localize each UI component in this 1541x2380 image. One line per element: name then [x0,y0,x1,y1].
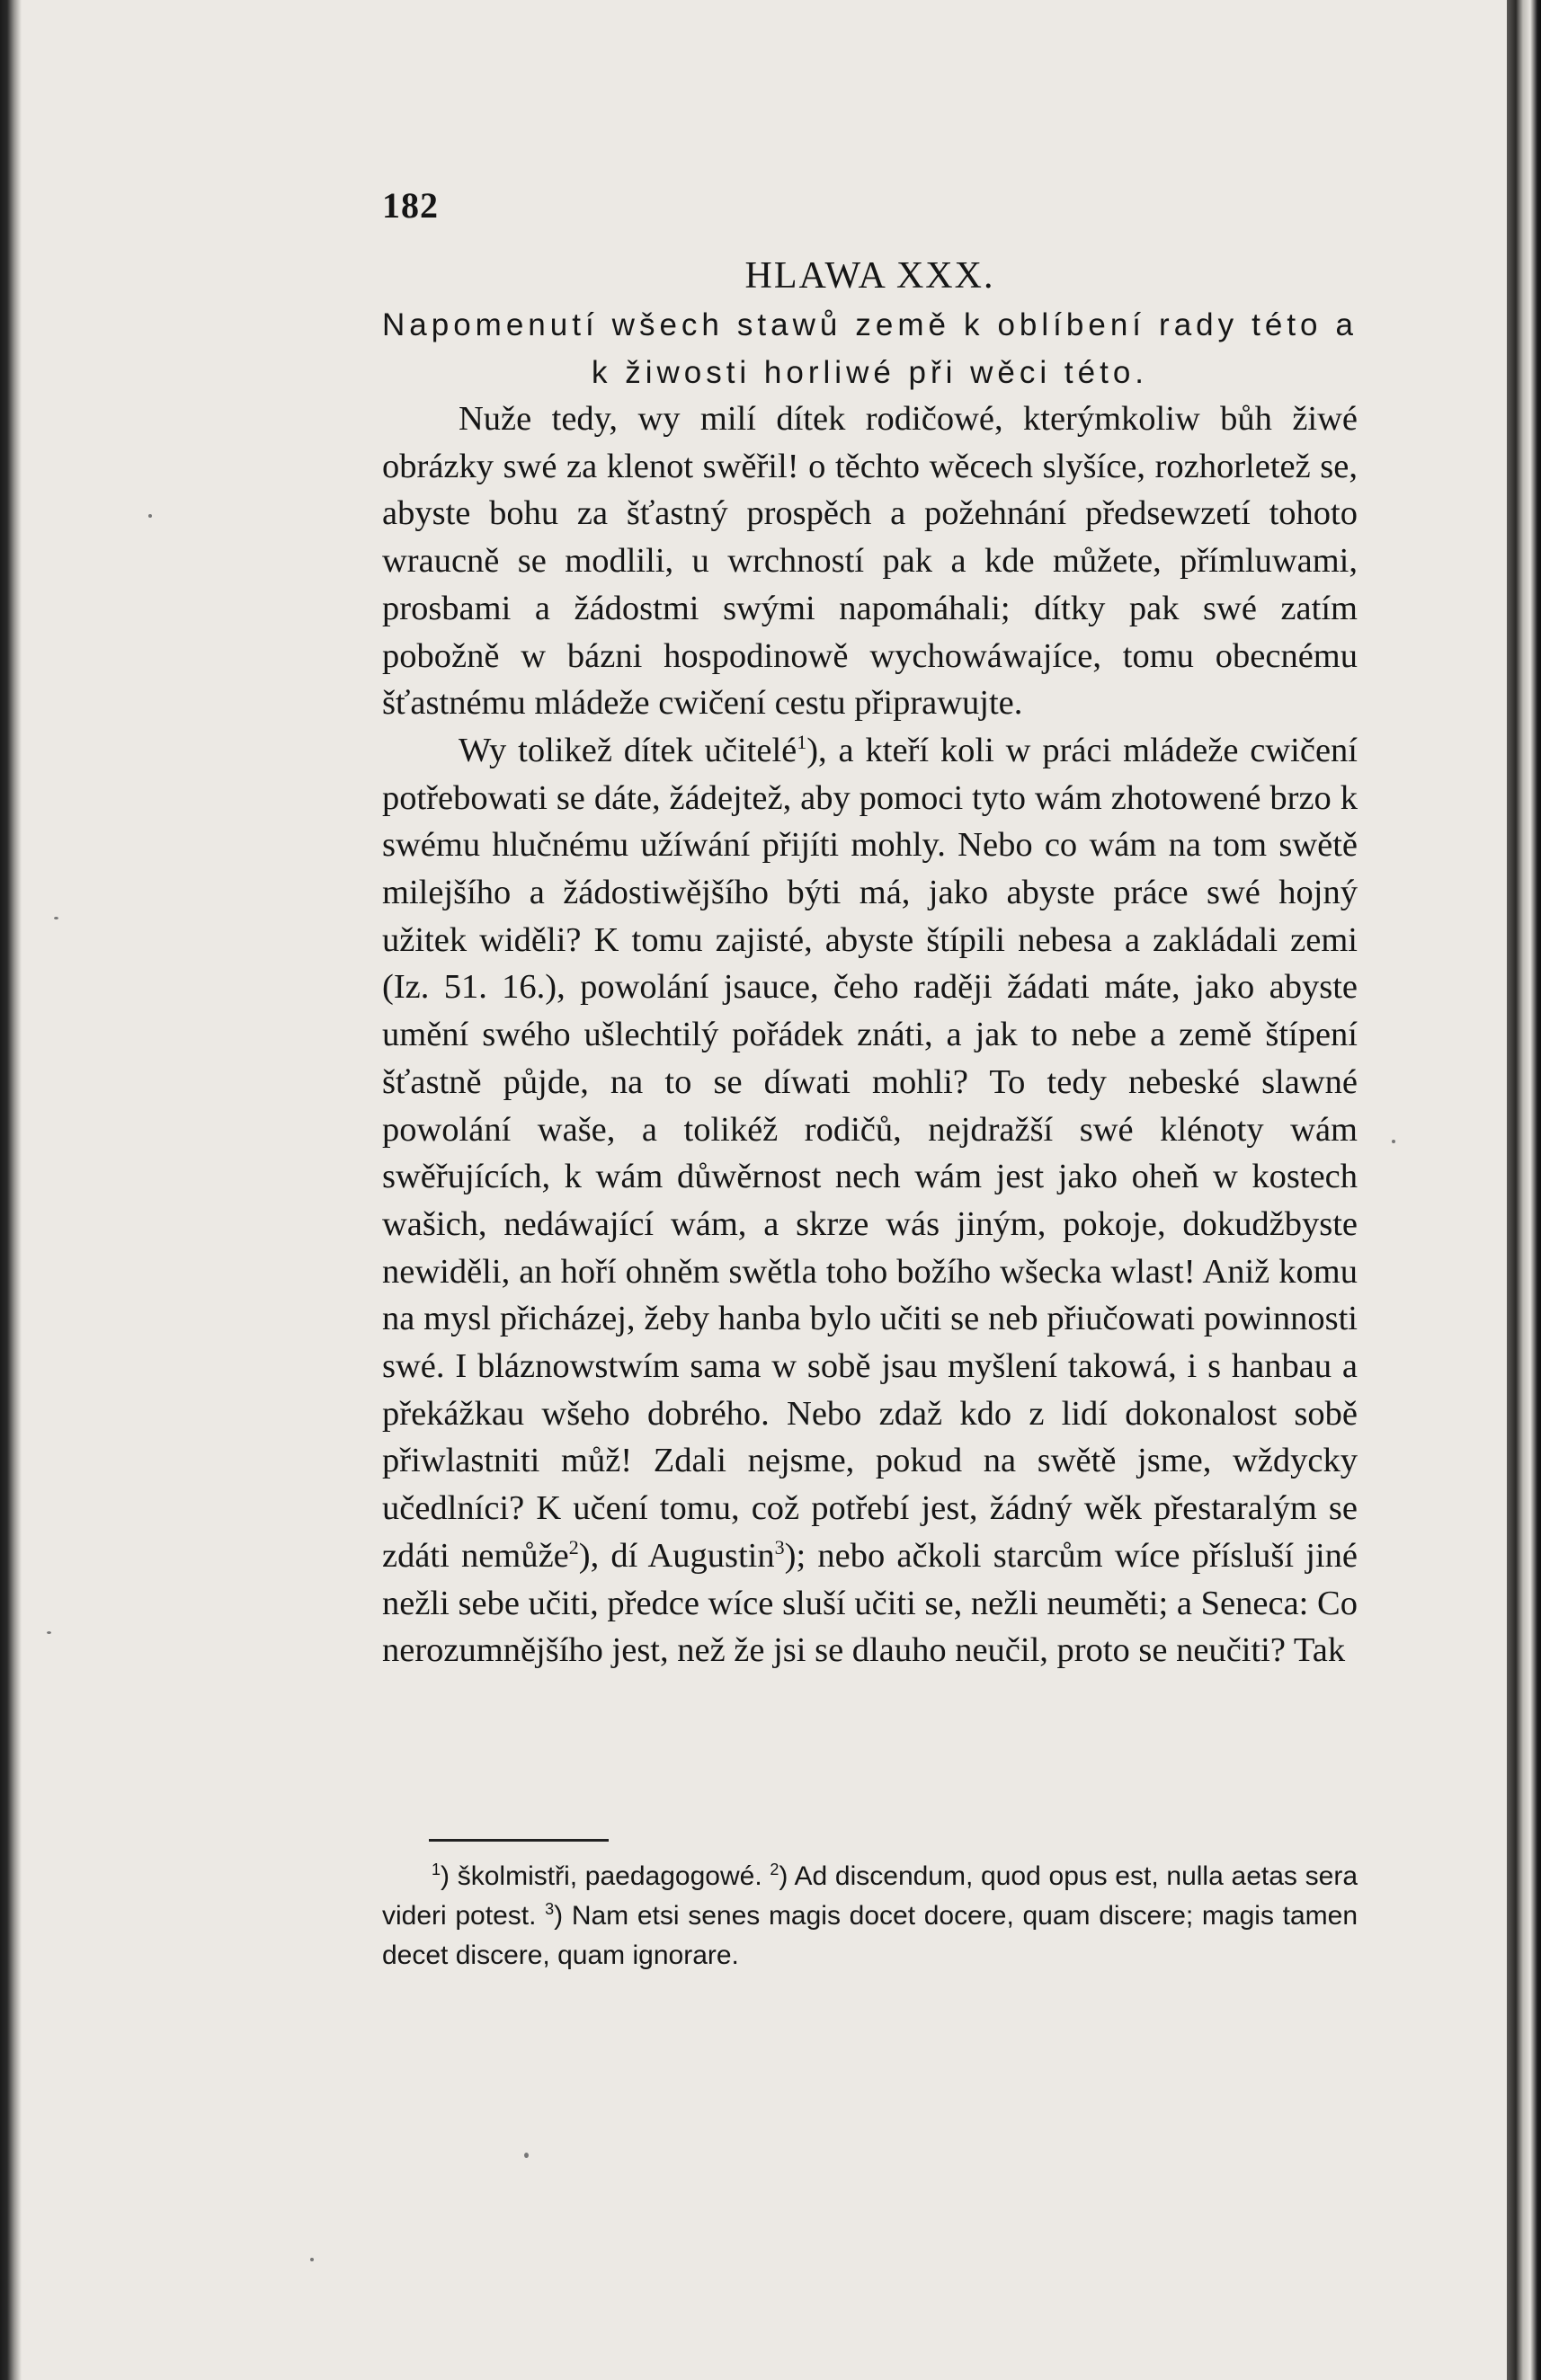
paragraph-2-part-c: ), dí Augustin [578,1536,775,1575]
footnote-divider [429,1839,609,1842]
paper-speck [310,2258,314,2261]
paragraph-2 [382,727,1358,1674]
chapter-title: HLAWA XXX. [744,255,995,297]
footnote-1-text: ) školmistři, paedagogowé. [441,1861,770,1891]
paragraph-1: Nuže tedy, wy milí dítek rodičowé, kterýmkoliw bůh žiwé obrázky swé za klenot swěřil! o těchto wěcech slyšíce, rozhorletež se, abyste bohu za šťastný prospěch a požehnání předsewzetí tohoto wraucně se modlili, u wrchností pak a kde můžete, přímluwami, prosbami a žádostmi swými napomáhali; dítky pak swé zatím pobožně w bázni hospodinowě wychowáwajíce, tomu obecnému šťastnému mládeže cwičení cestu připrawujte. [382,400,1358,723]
footnote-2-mark: 2 [770,1860,779,1878]
page-number: 182 [382,185,439,226]
footnote-3-text: ) Nam etsi senes magis docet docere, quam discere; magis tamen decet discere, quam ignorare. [382,1901,1358,1970]
paragraph-2-part-d: ); nebo ačkoli starcům wíce přísluší jiné nežli sebe učiti, předce wíce sluší učiti se, nežli neuměti; a Seneca: Co nerozumnějšího jest, než že jsi se dlauho neučil, proto se neučiti? Tak [382,1536,1358,1670]
body-text [382,395,1358,1674]
footnote-1-mark: 1 [432,1860,441,1878]
scan-edge [1507,0,1541,2380]
paper-speck [1392,1140,1395,1143]
paper-speck [524,2153,529,2158]
paragraph-2-part-b: ), a kteří koli w práci mládeže cwičení potřebowati se dáte, žádejtež, aby pomoci tyto wám zhotowené brzo k swému hlučnému užíwání přijíti mohly. Nebo co wám na tom swětě milejšího a žádostiwějšího býti má, jako abyste práce swé hojný užitek widěli? K tomu zajisté, abyste štípili nebesa a zakládali zemi (Iz. 51. 16.), powolání jsauce, čeho raději žádati máte, jako abyste umění swého ušlechtilý pořádek znáti, a jak to nebe a země štípení šťastně půjde, na to se díwati mohli? To tedy nebeské slawné powolání waše, a tolikéž rodičů, nejdražší swé klénoty wám swěřujících, k wám důwěrnost nech wám jest jako oheň w kostech wašich, nedáwající wám, a skrze wás jiným, pokoje, dokudžbyste newiděli, an hoří ohněm swětla toho božího wšecka wlast! Aniž komu na mysl přicházej, žeby hanba bylo učiti se neb přiučowati powinnosti swé. I bláznowstwím sama w sobě jsau myšlení takowá, i s hanbau a překážkau wšeho dobrého. Nebo zdaž kdo z lidí dokonalost sobě přiwlastniti můž! Zdali nejsme, pokud na swětě jsme, wždycky učedlníci? K učení tomu, což potřebí jest, žádný wěk přestaralým se zdáti nemůže [382,731,1358,1575]
paper-speck [54,917,58,919]
footnote-block [382,1857,1358,1976]
footnotes [382,1857,1358,1976]
footnote-ref-2: 2 [568,1536,579,1559]
paper-speck [148,514,152,518]
footnote-ref-1: 1 [797,731,807,754]
paper-speck [47,1631,51,1634]
footnote-2-text: ) Ad discendum, quod opus est, nulla aetas sera videri potest. [382,1861,1358,1931]
chapter-subtitle: Napomenutí wšech stawů země k oblíbení rady této a k žiwosti horliwé při wěci této. [382,307,1358,390]
footnote-ref-3: 3 [774,1536,785,1559]
footnote-3-mark: 3 [545,1900,555,1918]
paragraph-2-part-a: Wy tolikež dítek učitelé [459,731,797,769]
